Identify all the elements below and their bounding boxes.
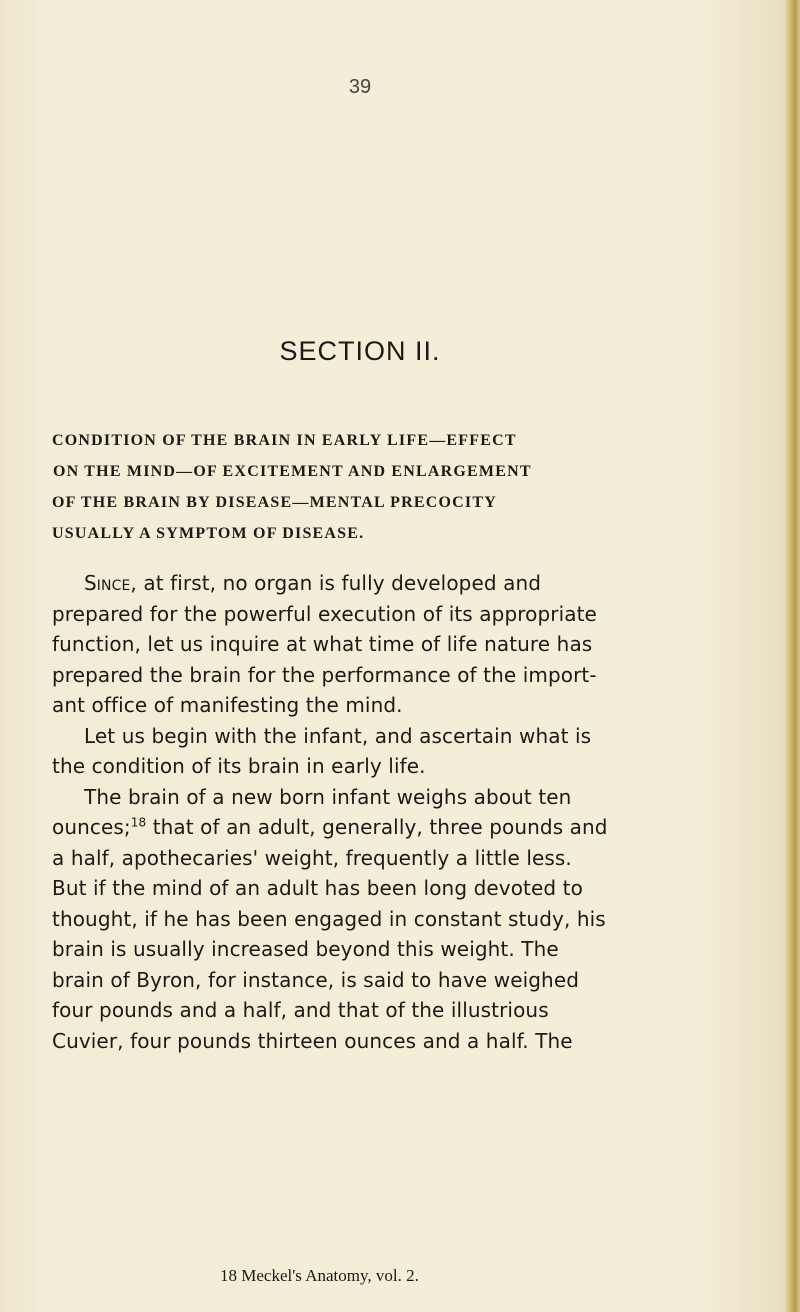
body-line: But if the mind of an adult has been long devoted to xyxy=(52,876,583,900)
heading-line: CONDITION OF THE BRAIN IN EARLY LIFE—EFFECT xyxy=(52,432,517,449)
section-heading xyxy=(52,425,692,549)
body-line: brain of Byron, for instance, is said to have weighed xyxy=(52,967,580,992)
body-line xyxy=(52,568,692,599)
body-line: four pounds and a half, and that of the illustrious xyxy=(52,998,549,1022)
body-line: function, let us inquire at what time of life nature has xyxy=(52,632,593,656)
heading-line: ON THE MIND—OF EXCITEMENT AND ENLARGEMENT xyxy=(53,463,532,480)
body-line: Let us begin with the infant, and ascertain what is xyxy=(84,723,592,748)
body-line: the condition of its brain in early life. xyxy=(52,754,426,778)
page-edge xyxy=(786,0,800,1312)
first-word: Since, xyxy=(84,571,137,595)
body-line: a half, apothecaries' weight, frequently a little less. xyxy=(52,845,572,870)
heading-line: OF THE BRAIN BY DISEASE—MENTAL PRECOCITY xyxy=(52,494,497,511)
body-line: prepared the brain for the performance of the import- xyxy=(52,662,597,687)
body-line-text: that of an adult, generally, three pounds and xyxy=(146,815,608,839)
body-line xyxy=(52,812,692,843)
footnote: 18 Meckel's Anatomy, vol. 2. xyxy=(220,1266,419,1285)
body-line: ant office of manifesting the mind. xyxy=(52,693,403,717)
body-text xyxy=(52,568,692,1056)
body-line-text: ounces; xyxy=(52,815,131,839)
heading-line: USUALLY A SYMPTOM OF DISEASE. xyxy=(52,525,365,542)
body-line: thought, if he has been engaged in constant study, his xyxy=(52,906,606,931)
body-line: brain is usually increased beyond this weight. The xyxy=(52,937,559,961)
body-line: prepared for the powerful execution of its appropriate xyxy=(52,601,597,626)
body-line-text: at first, no organ is fully developed and xyxy=(136,571,542,595)
footnote-reference: 18 xyxy=(130,815,147,830)
page-number: 39 xyxy=(348,76,372,98)
body-line: The brain of a new born infant weighs about ten xyxy=(84,784,572,809)
body-line: Cuvier, four pounds thirteen ounces and a half. The xyxy=(52,1028,573,1053)
section-title: SECTION II. xyxy=(279,336,441,366)
